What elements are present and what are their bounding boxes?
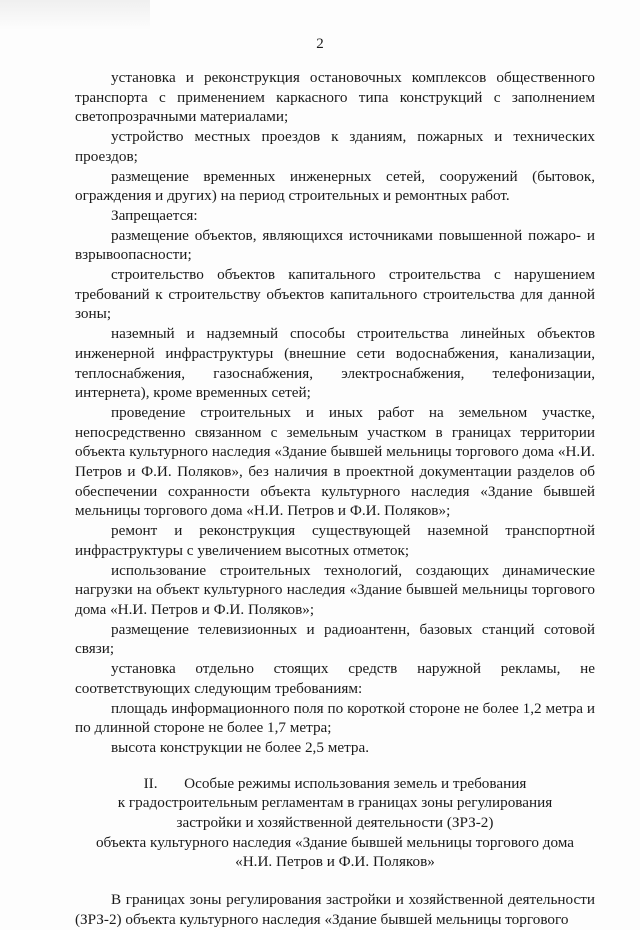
paragraph: размещение объектов, являющихся источниками повышенной пожаро- и взрывоопасности; — [75, 226, 595, 264]
paragraph: высота конструкции не более 2,5 метра. — [111, 738, 370, 756]
paragraph: установка отдельно стоящих средств наружной рекламы, не соответствующих следующим требованиям: — [75, 660, 595, 697]
paragraph: устройство местных проездов к зданиям, пожарных и технических проездов; — [75, 128, 595, 165]
section-heading-line: к градостроительным регламентам в границах зоны регулирования — [117, 794, 553, 812]
section-heading-line: объекта культурного наследия «Здание бывшей мельницы торгового дома — [95, 833, 575, 851]
paragraph: строительство объектов капитального строительства с нарушением требований к строительству объектов капитального строительства для данной зоны; — [75, 266, 595, 323]
section-heading-line: II. Особые режимы использования земель и требования — [143, 774, 527, 792]
page-number: 2 — [316, 36, 324, 52]
paragraph: использование строительных технологий, создающих динамические нагрузки на объект культурного наследия «Здание бывшей мельницы торгового дома «Н.И. Петров и Ф.И. Поляков»; — [75, 561, 595, 618]
paragraph: установка и реконструкция остановочных комплексов общественного транспорта с применением каркасного типа конструкций с заполнением светопрозрачными материалами; — [75, 69, 595, 126]
scan-artifact — [0, 0, 150, 30]
section-heading-line: застройки и хозяйственной деятельности (ЗРЗ-2) — [176, 814, 494, 832]
paragraph: наземный и надземный способы строительства линейных объектов инженерной инфраструктуры (внешние сети водоснабжения, канализации, теплоснабжения, газоснабжения, электроснабжения, телефонизации, интернета), кроме временных сетей; — [75, 325, 595, 402]
document-body — [75, 68, 595, 930]
section-heading — [75, 774, 595, 873]
paragraph: проведение строительных и иных работ на земельном участке, непосредственно связанном с земельным участком в границах территории объекта культурного наследия «Здание бывшей мельницы торгового дома «Н.И. Петров и Ф.И. Поляков», без наличия в проектной документации разделов об обеспечении сохранности объекта культурного наследия «Здание бывшей мельницы торгового дома «Н.И. Петров и Ф.И. Поляков»; — [75, 403, 595, 520]
paragraph: размещение телевизионных и радиоантенн, базовых станций сотовой связи; — [75, 620, 595, 658]
paragraph: ремонт и реконструкция существующей наземной транспортной инфраструктуры с увеличением высотных отметок; — [75, 522, 595, 559]
paragraph: В границах зоны регулирования застройки и хозяйственной деятельности (ЗРЗ-2) объекта культурного наследия «Здание бывшей мельницы торгового — [75, 891, 595, 928]
section-heading-line: «Н.И. Петров и Ф.И. Поляков» — [235, 853, 435, 871]
paragraph-prohibited-heading: Запрещается: — [111, 206, 198, 224]
paragraph: площадь информационного поля по короткой стороне не более 1,2 метра и по длинной стороне не более 1,7 метра; — [75, 699, 595, 737]
paragraph: размещение временных инженерных сетей, сооружений (бытовок, ограждения и других) на период строительных и ремонтных работ. — [75, 167, 595, 205]
